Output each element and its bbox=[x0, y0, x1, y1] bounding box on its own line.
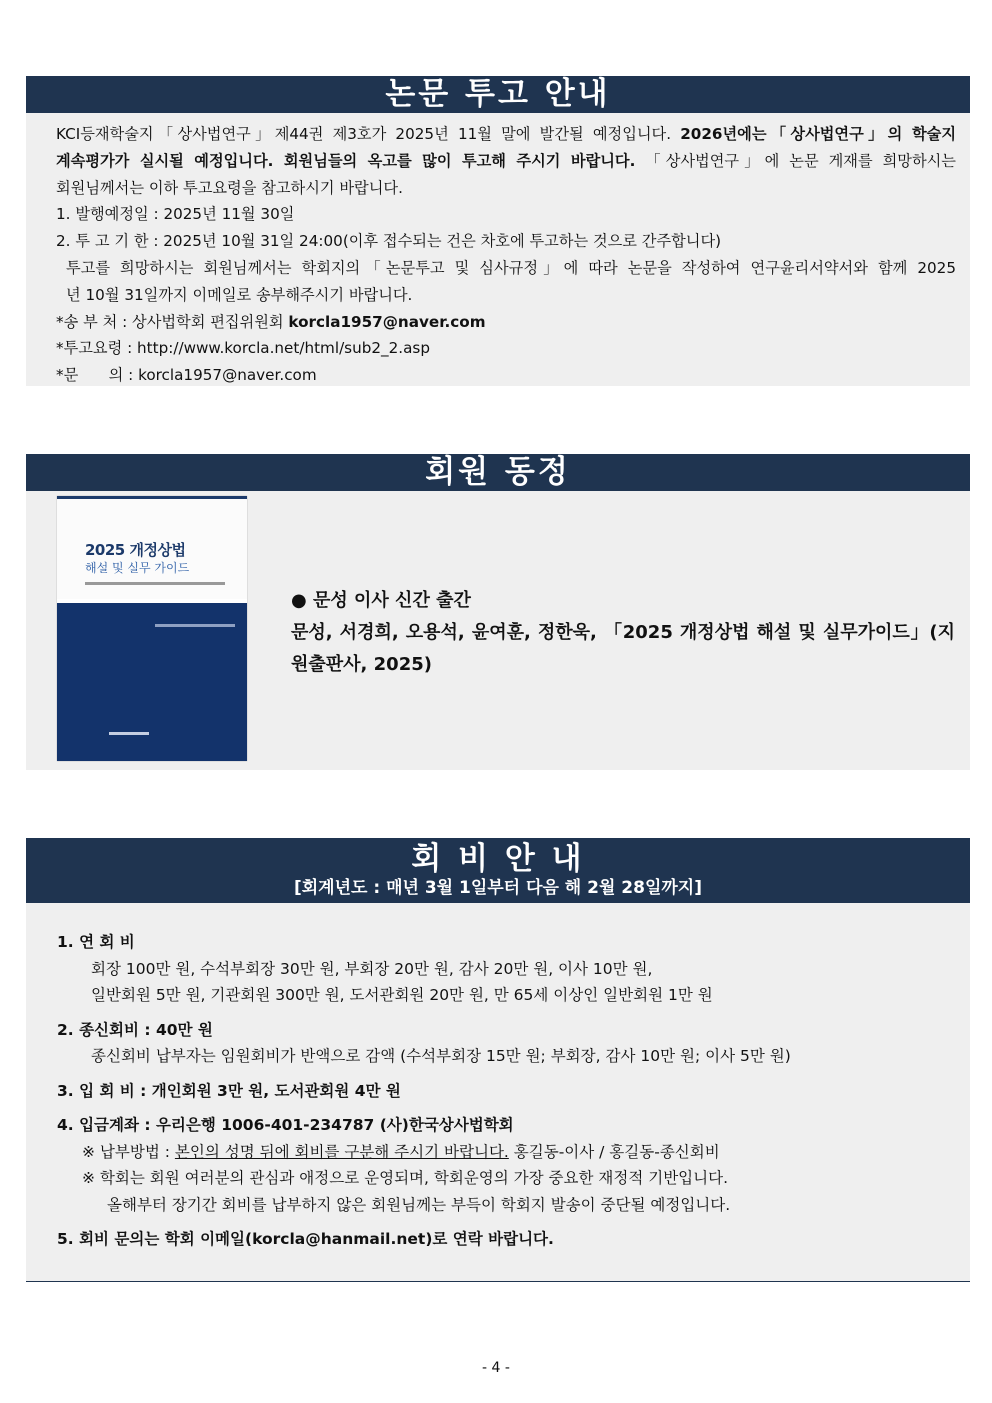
member-news bbox=[291, 585, 955, 681]
guide-link[interactable]: *투고요령 : http://www.korcla.net/html/sub2_2.asp bbox=[56, 339, 430, 358]
submission-panel bbox=[26, 113, 970, 386]
intro-line-3: 회원님께서는 이하 투고요령을 참고하시기 바랍니다. bbox=[56, 178, 403, 197]
intro-line-1: KCI등재학술지「상사법연구」제44권 제3호가 2025년 11월 말에 발간될 예정입니다. 2026년에는「상사법연구」의 학술지 bbox=[56, 125, 956, 143]
page-number: - 4 - bbox=[482, 1360, 510, 1376]
book-cover-publisher bbox=[109, 731, 149, 739]
intro-line-2: 계속평가가 실시될 예정입니다. 회원님들의 옥고를 많이 투고해 주시기 바랍니다. 「상사법연구」에 논문 게재를 희망하시는 bbox=[56, 151, 956, 170]
section-subtitle: [회계년도 : 매년 3월 1일부터 다음 해 2월 28일까지] bbox=[293, 878, 702, 898]
payment-method-note: ※ 납부방법 : 본인의 성명 뒤에 회비를 구분해 주시기 바랍니다. 홍길동-이사 / 홍길동-종신회비 bbox=[82, 1142, 720, 1161]
section-title: 회원 동정 bbox=[425, 454, 571, 490]
section-header-fees bbox=[26, 838, 970, 903]
section-title: 논문 투고 안내 bbox=[385, 76, 611, 112]
section-title: 회 비 안 내 bbox=[411, 841, 585, 877]
fees-panel bbox=[26, 903, 970, 1282]
section-header-members bbox=[26, 454, 970, 491]
fee-inquiry: 5. 회비 문의는 학회 이메일(korcla@hanmail.net)로 연락 바랍니다. bbox=[57, 1230, 554, 1248]
news-headline: ● 문성 이사 신간 출간 bbox=[291, 590, 471, 611]
finance-note: ※ 학회는 회원 여러분의 관심과 애정으로 운영되며, 학회운영의 가장 중요한 재정적 기반입니다. bbox=[82, 1169, 729, 1187]
news-detail: 문성, 서경희, 오용석, 윤여훈, 정한욱, 「2025 개정상법 해설 및 실무가이드」(지원출판사, 2025) bbox=[291, 622, 955, 675]
deadline: 2. 투 고 기 한 : 2025년 10월 31일 24:00(이후 접수되는 건은 차호에 투고하는 것으로 간주합니다) bbox=[56, 232, 722, 251]
book-cover-title: 2025 개정상법 bbox=[85, 541, 186, 559]
lifetime-fee-line: 종신회비 납부자는 임원회비가 반액으로 감액 (수석부회장 15만 원; 부회장, 감사 10만 원; 이사 5만 원) bbox=[91, 1047, 791, 1065]
send-to: *송 부 처 : 상사법학회 편집위원회 korcla1957@naver.com bbox=[56, 312, 486, 331]
annual-fee-line-1: 회장 100만 원, 수석부회장 30만 원, 부회장 20만 원, 감사 20만 원, 이사 10만 원, bbox=[91, 959, 653, 978]
annual-fee-heading: 1. 연 회 비 bbox=[57, 933, 135, 951]
note-line-1: 투고를 희망하시는 회원님께서는 학회지의「논문투고 및 심사규정」에 따라 논문을 작성하여 연구윤리서약서와 함께 2025 bbox=[66, 258, 956, 277]
inquiry-email[interactable]: *문 의 : korcla1957@naver.com bbox=[56, 366, 317, 385]
book-cover-image bbox=[57, 496, 247, 761]
entrance-fee-heading: 3. 입 회 비 : 개인회원 3만 원, 도서관회원 4만 원 bbox=[57, 1081, 401, 1100]
note-line-2: 년 10월 31일까지 이메일로 송부해주시기 바랍니다. bbox=[66, 285, 413, 304]
lifetime-fee-heading: 2. 종신회비 : 40만 원 bbox=[57, 1020, 213, 1039]
section-header-submission bbox=[26, 76, 970, 113]
book-cover-subtitle: 해설 및 실무 가이드 bbox=[85, 561, 190, 575]
delivery-note: 올해부터 장기간 회비를 납부하지 않은 회원님께는 부득이 학회지 발송이 중단될 예정입니다. bbox=[107, 1195, 731, 1214]
annual-fee-line-2: 일반회원 5만 원, 기관회원 300만 원, 도서관회원 20만 원, 만 65세 이상인 일반회원 1만 원 bbox=[91, 986, 713, 1004]
bank-account-heading: 4. 입금계좌 : 우리은행 1006-401-234787 (사)한국상사법학회 bbox=[57, 1116, 514, 1134]
book-cover-tagline bbox=[85, 581, 225, 587]
send-email[interactable]: korcla1957@naver.com bbox=[288, 312, 486, 331]
publish-date: 1. 발행예정일 : 2025년 11월 30일 bbox=[56, 205, 295, 224]
book-cover-authors bbox=[155, 621, 235, 634]
